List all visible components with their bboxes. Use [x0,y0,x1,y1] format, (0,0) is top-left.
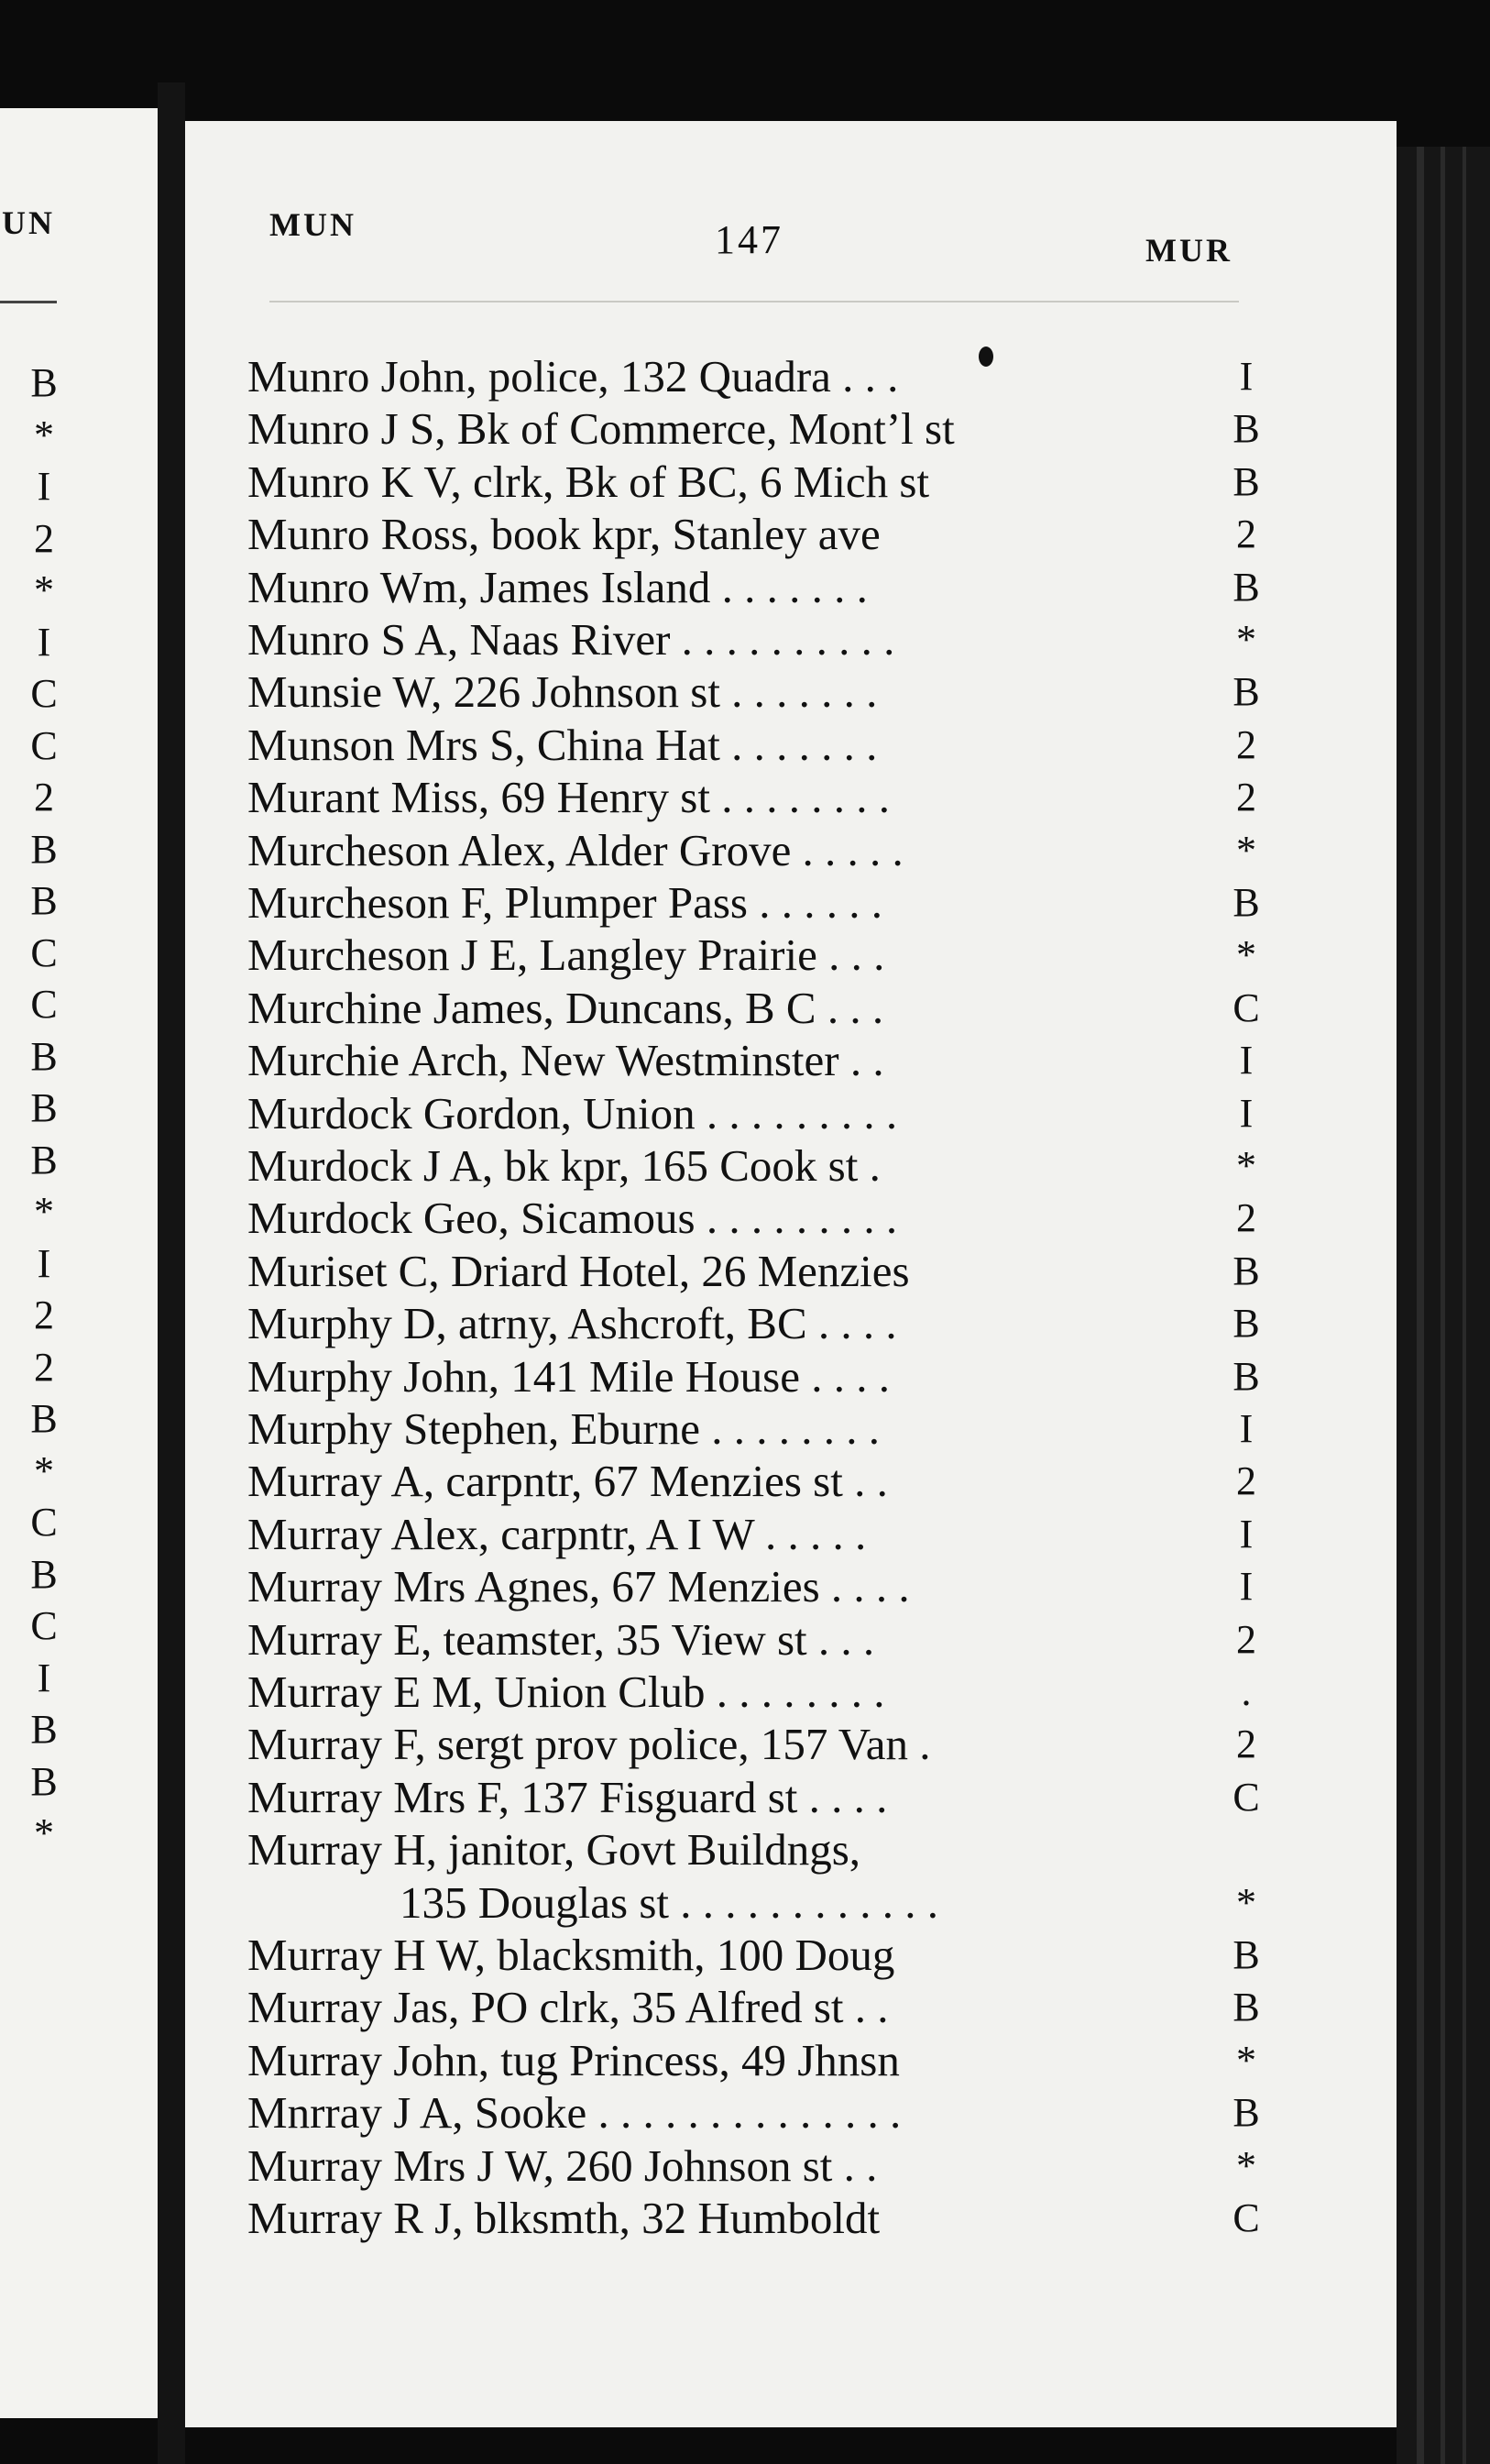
entry-code: * [1236,2037,1256,2083]
directory-entry [247,561,1301,614]
entry-text: Murray H, janitor, Govt Buildngs, [247,1824,861,1876]
entry-text: Murcheson Alex, Alder Grove . . . . . [247,824,904,875]
entry-text: Munson Mrs S, China Hat . . . . . . . [247,719,878,770]
entry-code: B [1233,564,1260,610]
entry-code: * [1236,932,1256,978]
entry-text: Murdock Gordon, Union . . . . . . . . . [247,1087,898,1138]
directory-entry [247,1139,1301,1193]
directory-entry [247,2192,1301,2245]
directory-entry [247,2034,1301,2087]
entry-text: Murcheson J E, Langley Prairie . . . [247,930,885,981]
directory-entry [247,1402,1301,1456]
directory-entry [247,1666,1301,1719]
left-page-code: B [30,1033,58,1079]
left-page-code: 2 [34,1292,54,1337]
running-head-left: MUN [269,206,356,243]
entry-code: 2 [1236,512,1256,557]
left-page-code: B [30,1707,58,1752]
entry-text: Murphy Stephen, Eburne . . . . . . . . [247,1403,880,1454]
directory-entry [247,771,1301,824]
left-page-code: B [30,1085,58,1130]
entry-code: I [1239,1511,1254,1556]
entry-code: 2 [1236,775,1256,820]
entry-code: B [1233,458,1260,504]
left-page-code: B [30,878,58,923]
left-page-code: C [30,1603,58,1648]
directory-entry [247,719,1301,772]
left-page-code: C [30,722,58,768]
entry-text: Murray Mrs Agnes, 67 Menzies . . . . [247,1561,910,1612]
right-page-edge [1397,147,1490,2464]
left-page-code: 2 [34,1344,54,1390]
entry-code: B [1233,1248,1260,1293]
directory-entry [247,2086,1301,2140]
entry-text: Murphy D, atrny, Ashcroft, BC . . . . [247,1298,897,1349]
directory-entry [247,1245,1301,1298]
entry-text: Murchine James, Duncans, B C . . . [247,982,884,1033]
entry-text: Murphy John, 141 Mile House . . . . [247,1350,890,1402]
entry-code: 2 [1236,721,1256,767]
entry-text: Murray A, carpntr, 67 Menzies st . . [247,1456,888,1507]
entry-code: I [1239,1406,1254,1451]
left-page-code: 2 [34,515,54,561]
left-page-code: B [30,360,58,405]
directory-entry [247,1455,1301,1508]
left-page-rule [0,301,57,303]
entry-text: Murray F, sergt prov police, 157 Van . [247,1719,931,1770]
entry-code: * [1236,1879,1256,1925]
directory-entry [247,350,1301,403]
entry-code: . [1241,1669,1252,1714]
entry-text: Murray R J, blksmth, 32 Humboldt [247,2193,881,2243]
entry-code: B [1233,1932,1260,1977]
entry-code: * [1236,617,1256,662]
entry-code: B [1233,669,1260,715]
directory-page [185,121,1397,2427]
page-number: 147 [715,217,783,262]
left-page-header: UN [2,204,55,241]
entry-text: Munro John, police, 132 Quadra . . . [247,351,899,402]
entry-code: 2 [1236,1195,1256,1241]
directory-entry [247,1771,1301,1824]
entry-code: I [1239,1090,1254,1136]
entry-code: * [1236,1143,1256,1188]
left-page-code: I [37,1655,51,1700]
directory-entry [247,1613,1301,1666]
entry-code: * [1236,2142,1256,2188]
directory-entry [247,402,1301,456]
directory-entry [247,508,1301,561]
entry-text: 135 Douglas st . . . . . . . . . . . . [400,1876,938,1928]
entry-text: Murray E M, Union Club . . . . . . . . [247,1666,885,1717]
left-page-code: B [30,1758,58,1804]
directory-entry [247,1350,1301,1403]
directory-entry [247,613,1301,666]
left-page-code: I [37,1240,51,1286]
entry-code: B [1233,1985,1260,2030]
entry-text: Muriset C, Driard Hotel, 26 Menzies [247,1245,910,1296]
directory-entry [247,824,1301,877]
entry-code: 2 [1236,1458,1256,1504]
entry-text: Murcheson F, Plumper Pass . . . . . . [247,877,882,928]
directory-entry [247,1718,1301,1771]
entry-code: B [1233,1353,1260,1399]
entry-text: Murray E, teamster, 35 View st . . . [247,1613,875,1665]
directory-entry [247,1087,1301,1140]
entry-code: B [1233,2090,1260,2136]
directory-entry [247,1823,1301,1876]
entry-code: C [1233,2195,1260,2240]
directory-entry [247,2140,1301,2193]
entry-text: Murchie Arch, New Westminster . . [247,1035,884,1086]
entry-text: Murant Miss, 69 Henry st . . . . . . . . [247,772,890,823]
directory-entry [247,1876,1301,1930]
directory-entry [247,1981,1301,2034]
entry-text: Munro Wm, James Island . . . . . . . [247,561,868,612]
entry-text: Munsie W, 226 Johnson st . . . . . . . [247,666,878,718]
header-rule [269,301,1239,302]
entry-code: C [1233,984,1260,1030]
book-gutter [158,82,185,2464]
entry-text: Murray H W, blacksmith, 100 Doug [247,1930,895,1980]
entry-code: B [1233,880,1260,925]
left-page-code: C [30,982,58,1027]
entry-text: Murray Mrs F, 137 Fisguard st . . . . [247,1771,888,1822]
entry-code: I [1239,354,1254,399]
entry-code: 2 [1236,1616,1256,1662]
left-page-code: 2 [34,775,54,820]
left-page-sliver [0,108,158,2418]
left-page-code: B [30,1551,58,1597]
entry-text: Munro K V, clrk, Bk of BC, 6 Mich st [247,456,930,507]
left-page-code: C [30,1500,58,1545]
left-page-code: * [34,1447,54,1493]
entry-text: Murray Mrs J W, 260 Johnson st . . [247,2140,878,2191]
left-page-code: * [34,1189,54,1234]
running-head-right: MUR [1145,232,1233,269]
left-page-code: * [34,567,54,612]
directory-entry [247,1560,1301,1613]
entry-text: Murray Alex, carpntr, A I W . . . . . [247,1508,867,1559]
directory-entry [247,982,1301,1035]
entry-code: B [1233,406,1260,452]
entry-code: I [1239,1038,1254,1084]
entry-code: * [1236,827,1256,873]
directory-entry [247,876,1301,930]
left-page-code: I [37,619,51,665]
entry-text: Mnrray J A, Sooke . . . . . . . . . . . . . . [247,2087,902,2139]
entry-text: Murray John, tug Princess, 49 Jhnsn [247,2034,900,2085]
entry-code: B [1233,1301,1260,1347]
entry-code: I [1239,1564,1254,1610]
entry-text: Murdock J A, bk kpr, 165 Cook st . [247,1140,881,1191]
directory-entry [247,1508,1301,1561]
directory-entry [247,1034,1301,1087]
entry-text: Murray Jas, PO clrk, 35 Alfred st . . [247,1982,889,2033]
directory-entry [247,666,1301,719]
left-page-code: B [30,1396,58,1441]
entry-code: C [1233,1774,1260,1820]
entry-text: Munro Ross, book kpr, Stanley ave [247,509,881,560]
left-page-code: C [30,930,58,975]
left-page-code: * [34,1810,54,1855]
directory-entry [247,456,1301,509]
directory-entry [247,1192,1301,1245]
left-page-code: * [34,412,54,457]
entry-text: Murdock Geo, Sicamous . . . . . . . . . [247,1193,898,1244]
entry-text: Munro J S, Bk of Commerce, Mont’l st [247,403,955,455]
left-page-code: I [37,464,51,509]
entry-code: 2 [1236,1722,1256,1767]
left-page-code: B [30,1137,58,1182]
directory-entry [247,1929,1301,1982]
directory-entry [247,929,1301,982]
left-page-code: C [30,671,58,716]
left-page-code: B [30,826,58,872]
entry-text: Munro S A, Naas River . . . . . . . . . . [247,614,895,665]
directory-entry [247,1297,1301,1350]
